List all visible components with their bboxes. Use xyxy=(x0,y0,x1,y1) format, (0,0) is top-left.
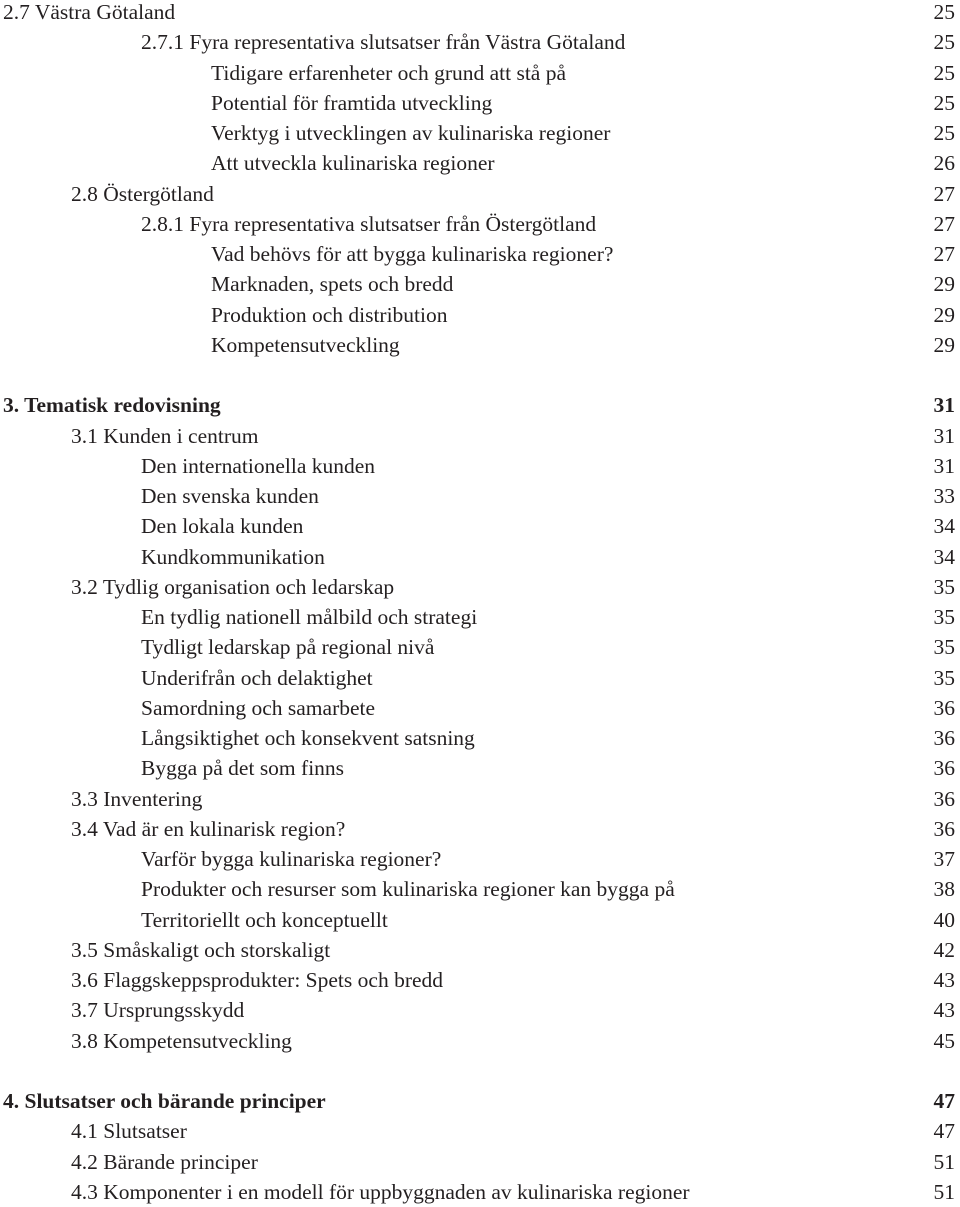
toc-entry-page-number: 37 xyxy=(933,847,955,871)
toc-entry-title: Kompetensutveckling xyxy=(211,332,400,357)
toc-entry-title: Produktion och distribution xyxy=(211,302,448,327)
toc-entry-title: Verktyg i utvecklingen av kulinariska regioner xyxy=(211,121,611,145)
toc-entry-title: 2.7 Västra Götaland xyxy=(3,0,176,24)
toc-entry xyxy=(0,542,955,572)
toc-entry-page-number: 47 xyxy=(933,1089,955,1113)
toc-entry xyxy=(0,1177,955,1207)
toc-entry-page-number: 42 xyxy=(933,937,955,962)
toc-entry-page-number: 29 xyxy=(933,272,955,297)
toc-entry-page-number: 31 xyxy=(933,393,955,418)
toc-entry xyxy=(0,421,955,451)
toc-entry-title: 3.8 Kompetensutveckling xyxy=(71,1028,292,1053)
toc-entry-title: Bygga på det som finns xyxy=(141,756,345,781)
toc-entry-page-number: 43 xyxy=(933,968,955,992)
toc-entry-title: 3.5 Småskaligt och storskaligt xyxy=(71,937,331,962)
toc-entry xyxy=(0,844,955,874)
toc-entry-title: 2.7.1 Fyra representativa slutsatser från Västra Götaland xyxy=(141,30,626,55)
toc-entry-page-number: 29 xyxy=(933,332,955,357)
toc-entry xyxy=(0,1147,955,1177)
toc-entry xyxy=(0,148,955,178)
toc-entry-title: 4.1 Slutsatser xyxy=(71,1119,187,1144)
toc-entry-page-number: 31 xyxy=(933,453,955,478)
toc-entry-page-number: 38 xyxy=(933,877,955,902)
toc-entry xyxy=(0,179,955,209)
toc-entry xyxy=(0,723,955,753)
toc-entry-page-number: 36 xyxy=(933,816,955,841)
toc-entry-page-number: 51 xyxy=(933,1179,955,1204)
toc-entry-page-number: 25 xyxy=(933,90,955,115)
toc-entry-page-number: 47 xyxy=(933,1119,955,1144)
toc-entry xyxy=(0,511,955,541)
toc-entry xyxy=(0,58,955,88)
toc-entry-title: 4.2 Bärande principer xyxy=(71,1149,258,1174)
toc-entry-page-number: 27 xyxy=(933,181,955,206)
toc-entry-page-number: 27 xyxy=(933,211,955,236)
toc-entry-title: Territoriellt och konceptuellt xyxy=(141,907,388,932)
toc-entry-title: Underifrån och delaktighet xyxy=(141,665,373,690)
toc-entry-page-number: 43 xyxy=(933,998,955,1023)
toc-entry-page-number: 35 xyxy=(933,635,955,660)
toc-entry xyxy=(0,1026,955,1056)
toc-entry xyxy=(0,572,955,602)
toc-entry-title: Tidigare erfarenheter och grund att stå på xyxy=(211,60,567,85)
toc-entry-page-number: 25 xyxy=(933,0,955,24)
toc-entry-page-number: 25 xyxy=(933,121,955,145)
toc-entry xyxy=(0,239,955,269)
toc-entry-title: 2.8 Östergötland xyxy=(71,181,214,206)
toc-entry-title: Tydligt ledarskap på regional nivå xyxy=(141,635,435,660)
toc-section-heading xyxy=(0,1086,955,1116)
toc-entry xyxy=(0,1116,955,1146)
toc-entry-page-number: 33 xyxy=(933,484,955,508)
toc-entry xyxy=(0,451,955,481)
toc-entry-title: 3.7 Ursprungsskydd xyxy=(71,998,245,1023)
toc-entry xyxy=(0,602,955,632)
toc-entry xyxy=(0,481,955,511)
toc-entry-page-number: 51 xyxy=(933,1149,955,1174)
toc-entry xyxy=(0,874,955,904)
toc-entry-page-number: 34 xyxy=(933,544,955,569)
toc-entry-title: 4.3 Komponenter i en modell för uppbyggnaden av kulinariska regioner xyxy=(71,1179,690,1204)
toc-entry-page-number: 36 xyxy=(933,695,955,720)
toc-entry xyxy=(0,663,955,693)
toc-entry xyxy=(0,905,955,935)
toc-entry-title: 3. Tematisk redovisning xyxy=(3,393,221,418)
toc-entry-title: 3.6 Flaggskeppsprodukter: Spets och bredd xyxy=(71,968,444,992)
toc-entry-page-number: 25 xyxy=(933,60,955,85)
toc-entry xyxy=(0,330,955,360)
toc-entry-page-number: 35 xyxy=(933,605,955,629)
toc-entry-page-number: 29 xyxy=(933,302,955,327)
toc-entry xyxy=(0,814,955,844)
toc-entry xyxy=(0,784,955,814)
toc-entry-page-number: 31 xyxy=(933,423,955,448)
toc-entry xyxy=(0,118,955,148)
toc-entry-title: Att utveckla kulinariska regioner xyxy=(211,151,495,176)
toc-entry xyxy=(0,269,955,299)
toc-entry-title: 3.3 Inventering xyxy=(71,786,203,811)
toc-entry-page-number: 35 xyxy=(933,574,955,599)
toc-entry xyxy=(0,300,955,330)
toc-entry-page-number: 35 xyxy=(933,665,955,690)
toc-entry-title: Varför bygga kulinariska regioner? xyxy=(141,847,442,871)
toc-entry-page-number: 36 xyxy=(933,786,955,811)
toc-entry-page-number: 45 xyxy=(933,1028,955,1053)
toc-entry xyxy=(0,88,955,118)
toc-entry xyxy=(0,209,955,239)
toc-entry-title: Den lokala kunden xyxy=(141,514,304,539)
toc-entry-title: 3.4 Vad är en kulinarisk region? xyxy=(71,816,346,841)
toc-entry-title: 3.2 Tydlig organisation och ledarskap xyxy=(71,574,395,599)
toc-entry-title: Den internationella kunden xyxy=(141,453,376,478)
toc-entry-page-number: 36 xyxy=(933,726,955,750)
toc-entry-title: Samordning och samarbete xyxy=(141,695,376,720)
toc-entry-page-number: 40 xyxy=(933,907,955,932)
toc-section-heading xyxy=(0,390,955,420)
toc-entry-title: Långsiktighet och konsekvent satsning xyxy=(141,726,475,750)
toc-entry-title: 2.8.1 Fyra representativa slutsatser från Östergötland xyxy=(141,211,597,236)
toc-entry-title: Kundkommunikation xyxy=(141,544,325,569)
toc-entry-page-number: 26 xyxy=(933,151,955,176)
toc-entry xyxy=(0,935,955,965)
toc-entry-title: Produkter och resurser som kulinariska regioner kan bygga på xyxy=(141,877,675,902)
toc-entry xyxy=(0,27,955,57)
toc-entry-page-number: 36 xyxy=(933,756,955,781)
toc-entry-title: En tydlig nationell målbild och strategi xyxy=(141,605,478,629)
toc-entry xyxy=(0,0,955,27)
toc-entry-title: 3.1 Kunden i centrum xyxy=(71,423,259,448)
toc-entry-page-number: 27 xyxy=(933,242,955,266)
toc-entry xyxy=(0,753,955,783)
toc-entry-page-number: 34 xyxy=(933,514,955,539)
toc-entry-title: Potential för framtida utveckling xyxy=(211,90,493,115)
toc-entry xyxy=(0,995,955,1025)
toc-entry-title: Den svenska kunden xyxy=(141,484,319,508)
toc-entry-title: Marknaden, spets och bredd xyxy=(211,272,454,297)
toc-entry-title: 4. Slutsatser och bärande principer xyxy=(3,1089,326,1113)
toc-entry xyxy=(0,693,955,723)
toc-entry xyxy=(0,632,955,662)
toc-entry-title: Vad behövs för att bygga kulinariska regioner? xyxy=(211,242,614,266)
toc-entry xyxy=(0,965,955,995)
toc-entry-page-number: 25 xyxy=(933,30,955,55)
